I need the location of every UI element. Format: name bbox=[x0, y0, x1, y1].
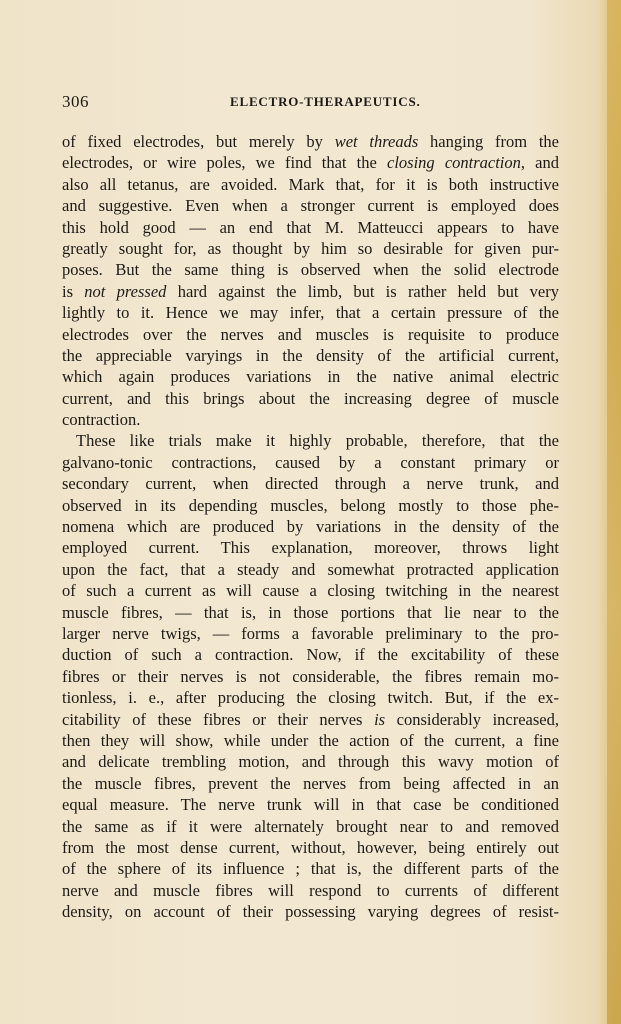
text-line bbox=[62, 366, 559, 387]
page-header bbox=[62, 92, 562, 112]
text-line bbox=[62, 837, 559, 858]
text-run: muscle fibres, — that is, in those portions that lie near to the bbox=[62, 602, 559, 622]
text-run: of fixed electrodes, but merely by bbox=[62, 132, 335, 151]
text-run: These like trials make it highly probable, therefore, that the bbox=[76, 431, 559, 451]
text-run: the same as if it were alternately brought near to and removed bbox=[62, 816, 559, 836]
text-line bbox=[62, 602, 559, 623]
text-run: this hold good — an end that M. Matteucci appears to have bbox=[62, 217, 559, 237]
text-run: employed current. This explanation, moreover, throws light bbox=[62, 538, 559, 558]
text-line bbox=[62, 794, 559, 815]
text-line bbox=[62, 580, 559, 601]
text-run: , and bbox=[520, 153, 559, 173]
text-line bbox=[62, 537, 559, 558]
text-line bbox=[62, 174, 559, 195]
text-line bbox=[62, 687, 559, 708]
text-line bbox=[62, 495, 559, 516]
italic-text-run: closing contraction bbox=[387, 153, 521, 173]
text-run: equal measure. The nerve trunk will in that case be conditioned bbox=[62, 795, 559, 815]
text-run: of the sphere of its influence ; that is, the different parts of the bbox=[62, 859, 559, 879]
text-run: of such a current as will cause a closing twitching in the nearest bbox=[62, 581, 559, 601]
text-run: citability of these fibres or their nerves bbox=[62, 709, 375, 729]
text-run: galvano-tonic contractions, caused by a constant primary or bbox=[62, 452, 559, 472]
text-run: current, and this brings about the increasing degree of muscle bbox=[62, 388, 559, 408]
text-run: fibres or their nerves is not considerable, the fibres remain mo- bbox=[62, 666, 559, 686]
italic-text-run: not pressed bbox=[84, 281, 167, 301]
text-run: electrodes, or wire poles, we find that the bbox=[62, 153, 387, 173]
text-run: and delicate trembling motion, and through this wavy motion of bbox=[62, 752, 559, 772]
text-run: duction of such a contraction. Now, if the excitability of these bbox=[62, 645, 559, 665]
text-run: tionless, i. e., after producing the closing twitch. But, if the ex- bbox=[62, 688, 559, 708]
text-line bbox=[62, 238, 559, 259]
text-line bbox=[62, 217, 559, 238]
text-line bbox=[62, 730, 559, 751]
text-line bbox=[62, 773, 559, 794]
text-line bbox=[62, 816, 559, 837]
text-run: poses. But the same thing is observed when the solid electrode bbox=[62, 260, 559, 280]
text-run: observed in its depending muscles, belong mostly to those phe- bbox=[62, 495, 559, 515]
text-line bbox=[62, 880, 559, 901]
text-run: secondary current, when directed through a nerve trunk, and bbox=[62, 474, 559, 494]
text-run: lightly to it. Hence we may infer, that a certain pressure of the bbox=[62, 303, 559, 323]
text-line bbox=[62, 559, 559, 580]
text-run: nerve and muscle fibres will respond to currents of different bbox=[62, 880, 559, 900]
italic-text-run: is bbox=[374, 709, 386, 729]
text-run: upon the fact, that a steady and somewhat protracted application bbox=[62, 559, 559, 579]
text-line bbox=[62, 452, 559, 473]
text-run: nomena which are produced by variations in the density of the bbox=[62, 517, 559, 537]
text-line bbox=[62, 666, 559, 687]
text-line bbox=[62, 644, 559, 665]
text-line bbox=[62, 409, 559, 430]
text-run: greatly sought for, as thought by him so desirable for given pur- bbox=[62, 238, 559, 258]
text-run: which again produces variations in the native animal electric bbox=[62, 367, 559, 387]
text-line bbox=[62, 430, 559, 451]
page-edge-stain bbox=[607, 0, 621, 1024]
text-line bbox=[62, 259, 559, 280]
text-line bbox=[62, 131, 559, 152]
text-run: contraction. bbox=[62, 410, 141, 430]
text-line bbox=[62, 709, 559, 730]
text-run: hanging from the bbox=[418, 132, 559, 151]
text-line bbox=[62, 751, 559, 772]
text-line bbox=[62, 195, 559, 216]
page-number: 306 bbox=[62, 92, 89, 111]
text-run: larger nerve twigs, — forms a favorable preliminary to the pro- bbox=[62, 623, 559, 643]
text-run: and suggestive. Even when a stronger current is employed does bbox=[62, 196, 559, 216]
text-run: then they will show, while under the action of the current, a fine bbox=[62, 730, 559, 750]
body-text bbox=[62, 131, 559, 922]
text-run: electrodes over the nerves and muscles is requisite to produce bbox=[62, 324, 559, 344]
text-line bbox=[62, 623, 559, 644]
text-run: the appreciable varyings in the density of the artificial current, bbox=[62, 345, 559, 365]
text-line bbox=[62, 345, 559, 366]
text-line bbox=[62, 473, 559, 494]
text-line bbox=[62, 858, 559, 879]
text-line bbox=[62, 388, 559, 409]
text-line bbox=[62, 324, 559, 345]
text-run: also all tetanus, are avoided. Mark that, for it is both instructive bbox=[62, 174, 559, 194]
text-line bbox=[62, 302, 559, 323]
text-line bbox=[62, 516, 559, 537]
text-run: density, on account of their possessing varying degrees of resist- bbox=[62, 902, 559, 922]
text-run: the muscle fibres, prevent the nerves from being affected in an bbox=[62, 773, 559, 793]
text-run: hard against the limb, but is rather held but very bbox=[166, 281, 559, 301]
running-head: ELECTRO-THERAPEUTICS. bbox=[230, 94, 421, 109]
text-line bbox=[62, 152, 559, 173]
italic-text-run: wet threads bbox=[334, 132, 419, 151]
text-run: considerably increased, bbox=[385, 709, 559, 729]
text-run: from the most dense current, without, however, being entirely out bbox=[62, 837, 559, 857]
text-line bbox=[62, 281, 559, 302]
text-run: is bbox=[62, 281, 85, 301]
text-line bbox=[62, 901, 559, 922]
